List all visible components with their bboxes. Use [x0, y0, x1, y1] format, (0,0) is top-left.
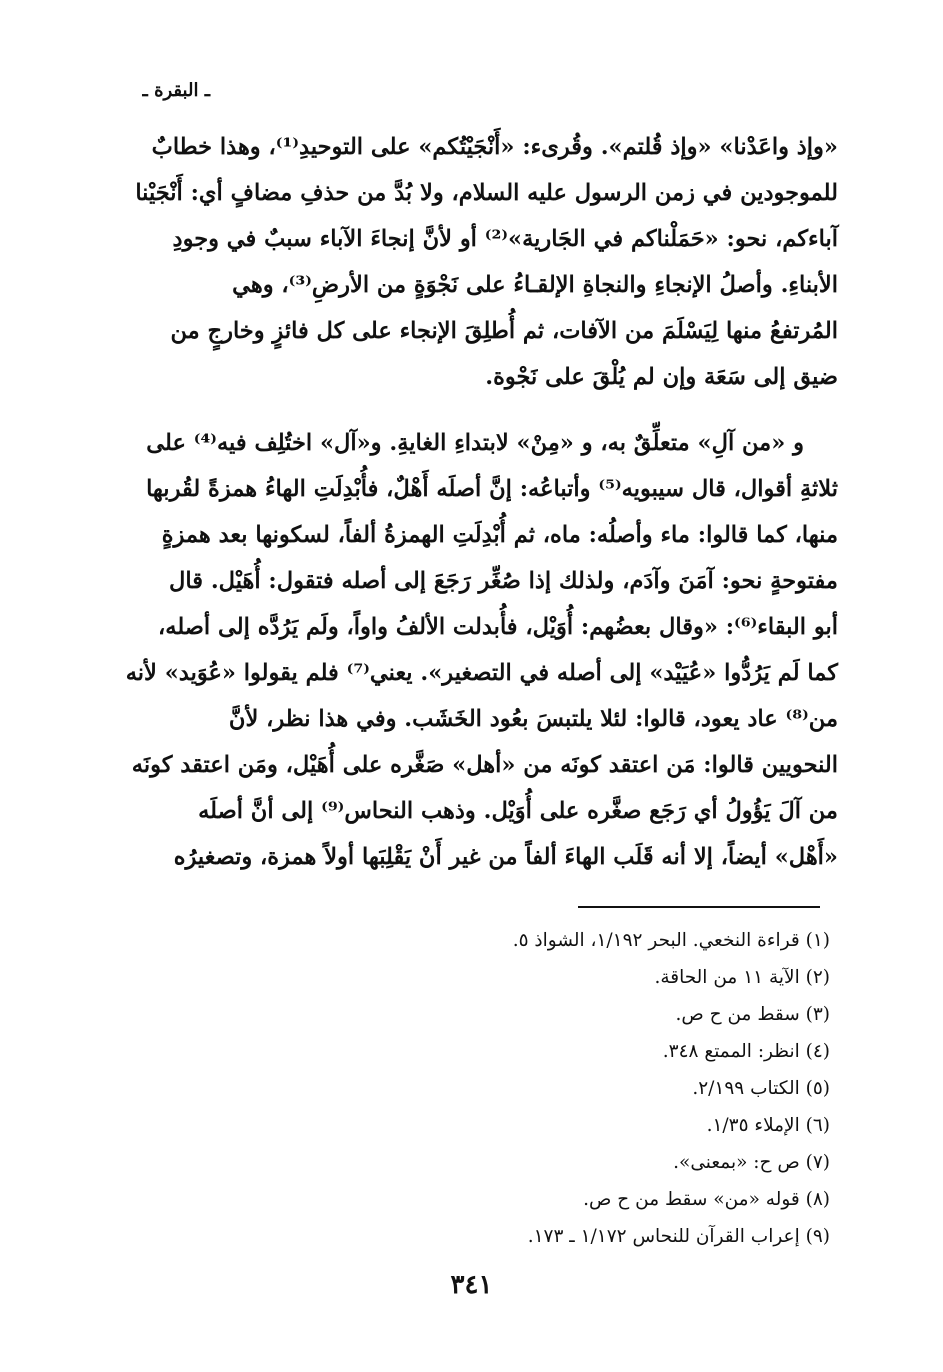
main-text — [126, 124, 838, 880]
footnotes — [330, 922, 830, 1255]
text-line: ضيق إلى سَعَة وإن لم يُلْقَ على نَجْوة. — [485, 364, 838, 390]
paragraph-spacer — [126, 400, 838, 420]
footnote: (٣) سقط من ح ص. — [675, 1004, 830, 1025]
page-number: ٣٤١ — [450, 1270, 493, 1300]
footnote-separator — [578, 906, 820, 908]
text-line: المُرتفعُ منها لِيَسْلَمَ من الآفات، ثم أُطلِقَ الإنجاء على كل فائزٍ وخارجٍ من — [170, 318, 838, 344]
footnote: (٢) الآية ١١ من الحاقة. — [654, 967, 830, 988]
text-line: من⁽⁸⁾ عاد يعود، قالوا: لئلا يلتبسَ بعُود الخَشَب. وفي هذا نظر، لأنَّ — [228, 706, 838, 732]
text-line: مفتوحةٍ نحو: آمَنَ وآدَم، ولذلك إذا صُغِّر رَجَعَ إلى أصله فتقول: أُهَيْل. قال — [169, 568, 838, 594]
text-line: «وإذ واعَدْنا» «وإذ قُلتم». وقُرىء: «أَنْجَيْتُكم» على التوحيدِ⁽¹⁾، وهذا خطابٌ — [151, 134, 838, 160]
text-line: «أَهْل» أيضاً، إلا أنه قَلَب الهاءَ ألفاً من غير أَنْ يَقْلِبَها أولاً همزة، وتصغيرُه — [173, 844, 838, 870]
text-line: للموجودين في زمن الرسول عليه السلام، ولا بُدَّ من حذفِ مضافٍ أي: أَنْجَيْنا — [135, 180, 838, 206]
footnote: (٩) إعراب القرآن للنحاس ١/١٧٢ ـ ١٧٣. — [527, 1226, 830, 1247]
text-line: منها، كما قالوا: ماء وأصلُه: ماه، ثم أُبْدِلَتِ الهمزةُ ألفاً، لسكونها بعد همزةٍ — [161, 522, 838, 548]
footnote: (١) قراءة النخعي. البحر ١/١٩٢، الشواذ ٥. — [512, 930, 830, 951]
text-line: آباءكم، نحو: «حَمَلْناكم في الجَارية»⁽²⁾ أو لأنَّ إنجاءَ الآباء سببٌ في وجودِ — [172, 226, 838, 252]
running-head: ـ البقرة ـ — [142, 80, 210, 101]
text-line: و «من آلِ» متعلِّقٌ به، و «مِنْ» لابتداءِ الغايةِ. و«آل» اختُلِف فيه⁽⁴⁾ على — [146, 430, 804, 456]
text-line: من آلَ يَؤُولُ أي رَجَع صغَّره على أُوَيْل. وذهب النحاس⁽⁹⁾ إلى أنَّ أصلَه — [198, 798, 838, 824]
footnote: (٥) الكتاب ٢/١٩٩. — [692, 1078, 830, 1099]
footnote: (٧) ص ح: «بمعنى». — [673, 1152, 830, 1173]
footnote: (٤) انظر: الممتع ٣٤٨. — [662, 1041, 830, 1062]
text-line: ثلاثةِ أقوال، قال سيبويه⁽⁵⁾ وأتباعُه: إنَّ أصلَه أَهْلٌ، فأُبْدِلَتِ الهاءُ همزةً لقُربها — [146, 476, 838, 502]
text-line: النحويين قالوا: مَن اعتقد كونَه من «أهل» صَغَّره على أُهَيْل، ومَن اعتقد كونَه — [131, 752, 838, 778]
footnote: (٦) الإملاء ١/٣٥. — [706, 1115, 830, 1136]
footnote: (٨) قوله «من» سقط من ح ص. — [583, 1189, 830, 1210]
text-line: كما لَم يَرُدُّوا «عُيَيْد» إلى أصله في التصغير». يعني⁽⁷⁾ فلم يقولوا «عُوَيد» لأنه — [125, 660, 838, 686]
text-line: الأبناءِ. وأصلُ الإنجاءِ والنجاةِ الإلقـاءُ على نَجْوَةٍ من الأرضِ⁽³⁾، وهي — [232, 272, 838, 298]
text-line: أبو البقاء⁽⁶⁾: «وقال بعضُهم: أُوَيْل، فأُبدلت الألفُ واواً، ولَم يَرُدَّه إلى أصله، — [158, 614, 838, 640]
